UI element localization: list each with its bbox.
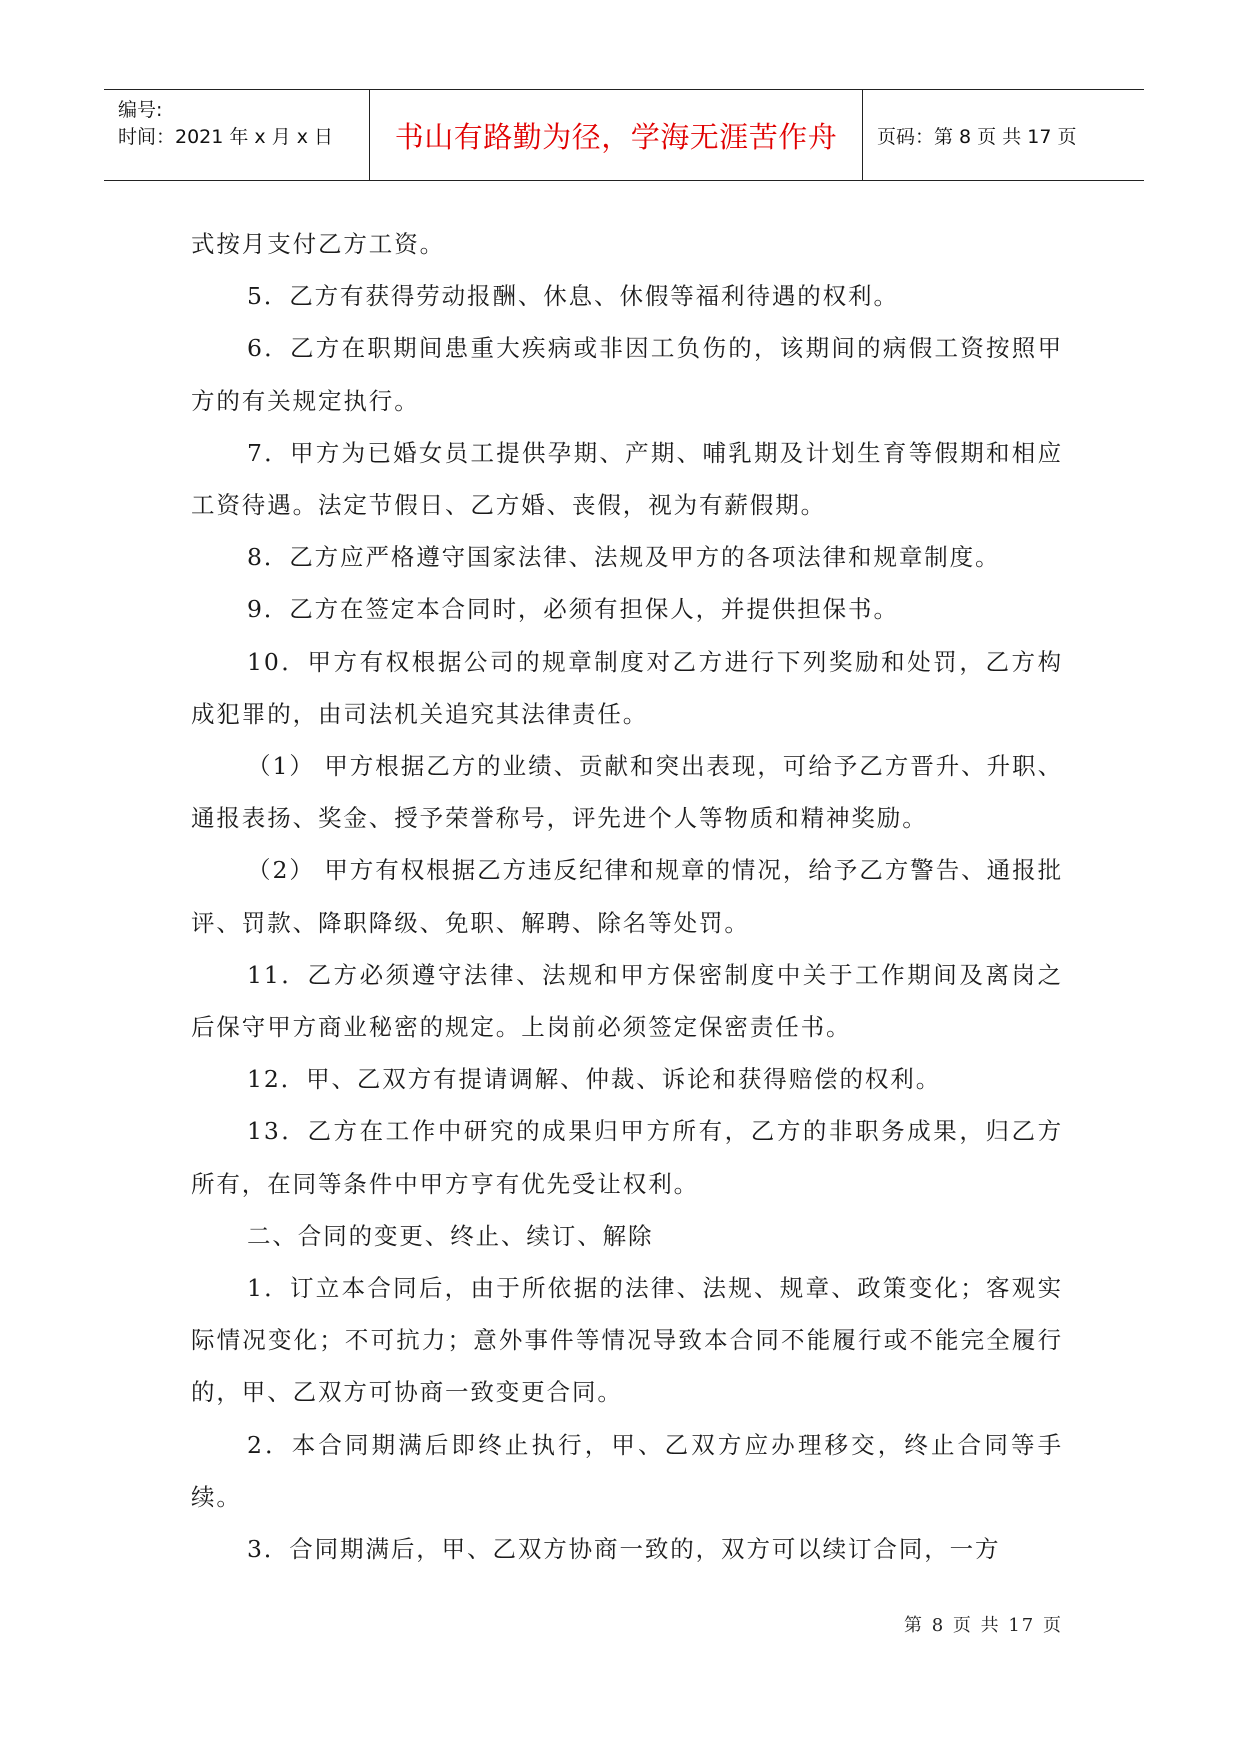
paragraph: （1） 甲方根据乙方的业绩、贡献和突出表现，可给予乙方晋升、升职、通报表扬、奖金、授予荣誉称号，评先进个人等物质和精神奖励。: [191, 752, 1063, 833]
page-header: [104, 89, 1144, 181]
paragraph: 7．甲方为已婚女员工提供孕期、产期、哺乳期及计划生育等假期和相应工资待遇。法定节假日、乙方婚、丧假，视为有薪假期。: [191, 438, 1063, 520]
paragraph: 9．乙方在签定本合同时，必须有担保人，并提供担保书。: [247, 595, 899, 624]
page-footer-number: 第 8 页 共 17 页: [904, 1615, 1063, 1636]
paragraph: 1．订立本合同后，由于所依据的法律、法规、规章、政策变化；客观实际情况变化；不可抗力；意外事件等情况导致本合同不能履行或不能完全履行的，甲、乙双方可协商一致变更合同。: [191, 1274, 1063, 1407]
paragraph: 13．乙方在工作中研究的成果归甲方所有，乙方的非职务成果，归乙方所有，在同等条件中甲方亨有优先受让权利。: [191, 1117, 1063, 1198]
paragraph: 12．甲、乙双方有提请调解、仲裁、诉论和获得赔偿的权利。: [247, 1065, 942, 1094]
time-label: 时间：2021 年 x 月 x 日: [118, 126, 334, 148]
header-right-cell: [863, 90, 1144, 180]
paragraph: 式按月支付乙方工资。: [191, 230, 445, 258]
header-left-cell: [104, 90, 370, 180]
header-middle-cell: [370, 90, 863, 180]
serial-number-label: 编号:: [118, 99, 163, 121]
section-heading: 二、合同的变更、终止、续订、解除: [247, 1221, 654, 1250]
paragraph: 11．乙方必须遵守法律、法规和甲方保密制度中关于工作期间及离岗之后保守甲方商业秘密的规定。上岗前必须签定保密责任书。: [191, 960, 1063, 1042]
paragraph: 8．乙方应严格遵守国家法律、法规及甲方的各项法律和规章制度。: [247, 543, 1001, 572]
paragraph: 10．甲方有权根据公司的规章制度对乙方进行下列奖励和处罚，乙方构成犯罪的，由司法机关追究其法律责任。: [191, 647, 1063, 728]
paragraph: 3．合同期满后，甲、乙双方协商一致的，双方可以续订合同，一方: [247, 1535, 1001, 1564]
paragraph: 2．本合同期满后即终止执行，甲、乙双方应办理移交，终止合同等手续。: [191, 1430, 1063, 1511]
paragraph: （2） 甲方有权根据乙方违反纪律和规章的情况，给予乙方警告、通报批评、罚款、降职降级、免职、解聘、除名等处罚。: [191, 856, 1063, 937]
document-body: [191, 218, 1063, 1575]
header-motto: 书山有路勤为径，学海无涯苦作舟: [394, 119, 838, 154]
header-page-label: 页码：第 8 页 共 17 页: [877, 125, 1077, 148]
paragraph: 5．乙方有获得劳动报酬、休息、休假等福利待遇的权利。: [247, 282, 899, 311]
paragraph: 6．乙方在职期间患重大疾病或非因工负伤的，该期间的病假工资按照甲方的有关规定执行。: [191, 334, 1063, 415]
